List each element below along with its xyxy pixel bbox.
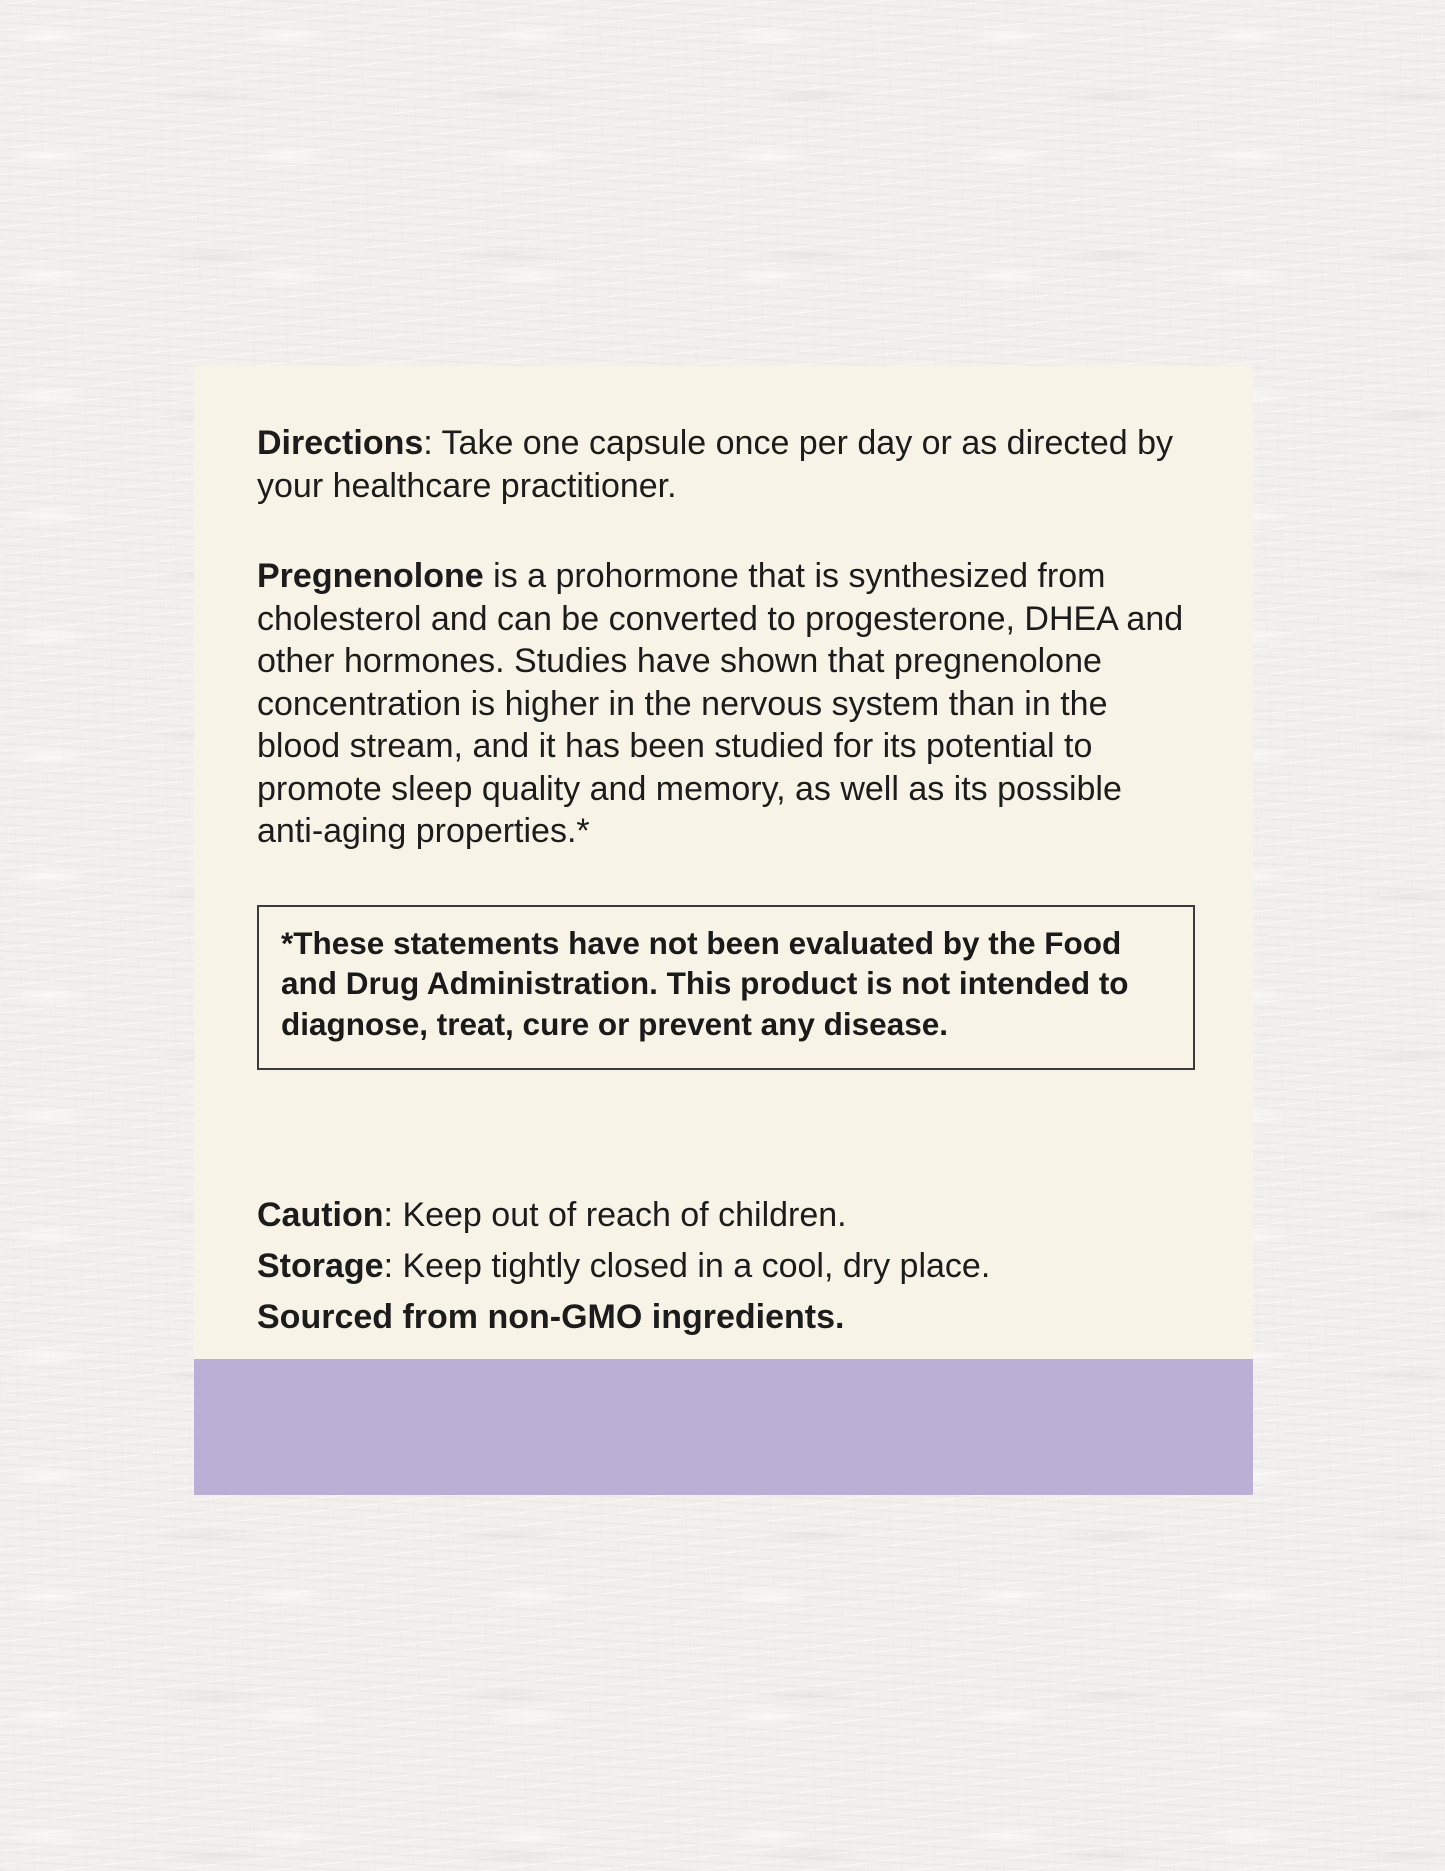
- directions-text: : Take one capsule once per day or as directed by your healthcare practitioner.: [257, 424, 1173, 505]
- label-body: [257, 422, 1197, 1343]
- caution-text: : Keep out of reach of children.: [383, 1196, 847, 1234]
- sourcing-line: [257, 1292, 1197, 1343]
- description-heading: Pregnenolone: [257, 557, 484, 595]
- fda-disclaimer-box: [257, 905, 1195, 1071]
- storage-text: : Keep tightly closed in a cool, dry place.: [383, 1247, 991, 1285]
- caution-line: [257, 1190, 1197, 1241]
- fda-disclaimer-text: *These statements have not been evaluated by the Food and Drug Administration. This product is not intended to diagnose, treat, cure or prevent any disease.: [281, 924, 1129, 1042]
- lavender-color-band: [194, 1359, 1253, 1495]
- storage-heading: Storage: [257, 1247, 384, 1285]
- sourcing-text: Sourced from non-GMO ingredients.: [257, 1298, 845, 1336]
- supplement-label-panel: [194, 366, 1253, 1495]
- bottom-notes: [257, 1190, 1197, 1343]
- storage-line: [257, 1241, 1197, 1292]
- directions-paragraph: [257, 422, 1197, 507]
- directions-heading: Directions: [257, 424, 424, 462]
- description-paragraph: [257, 555, 1197, 853]
- caution-heading: Caution: [257, 1196, 384, 1234]
- description-text: is a prohormone that is synthesized from cholesterol and can be converted to progesterone, DHEA and other hormones. Studies have shown that pregnenolone concentration is higher in the nervous system than in the blood stream, and it has been studied for its potential to promote sleep quality and memory, as well as its possible anti-aging properties.*: [257, 557, 1184, 850]
